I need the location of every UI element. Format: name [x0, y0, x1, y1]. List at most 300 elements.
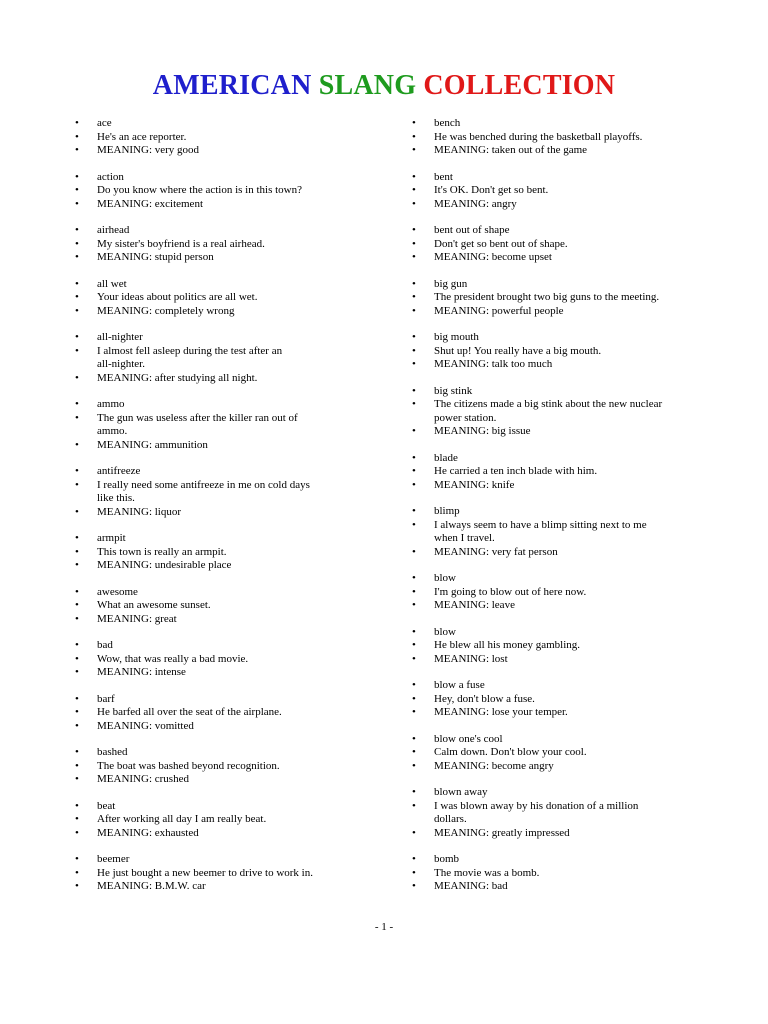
bullet-icon: • [75, 692, 79, 705]
bullet-icon [412, 532, 434, 546]
slang-meaning: MEANING: taken out of the game [434, 144, 588, 156]
slang-term: beemer [97, 853, 130, 865]
bullet-icon: • [412, 358, 416, 370]
slang-term: awesome [97, 585, 138, 598]
entry-line [412, 117, 702, 131]
slang-entry [75, 532, 365, 573]
slang-entry [75, 171, 365, 212]
bullet-icon: • [75, 184, 79, 196]
slang-example: He was benched during the basketball playoffs. [434, 130, 643, 143]
entry-line [412, 599, 702, 613]
slang-meaning: MEANING: vomitted [97, 719, 194, 732]
slang-entry [75, 331, 365, 385]
slang-entry [75, 586, 365, 627]
slang-example: My sister's boyfriend is a real airhead. [97, 237, 265, 250]
slang-entry [412, 733, 702, 774]
entry-line [75, 706, 365, 720]
slang-meaning: MEANING: completely wrong [97, 304, 235, 317]
slang-term: armpit [97, 532, 126, 544]
entry-line [75, 880, 365, 894]
bullet-icon: • [412, 732, 416, 745]
bullet-icon: • [75, 197, 79, 210]
slang-meaning: MEANING: excitement [97, 197, 203, 210]
slang-meaning: MEANING: knife [434, 478, 515, 491]
entry-line [412, 853, 702, 867]
slang-example: He blew all his money gambling. [434, 639, 581, 651]
bullet-icon: • [75, 652, 79, 665]
bullet-icon: • [75, 719, 79, 732]
bullet-icon: • [412, 599, 416, 611]
bullet-icon: • [75, 304, 79, 317]
bullet-icon: • [412, 652, 416, 665]
bullet-icon: • [412, 679, 416, 691]
bullet-icon: • [412, 304, 416, 317]
entry-line [75, 546, 365, 560]
slang-entry [412, 452, 702, 493]
bullet-icon: • [75, 545, 79, 558]
entry-line [412, 291, 702, 305]
entry-line [412, 546, 702, 560]
slang-term: bomb [434, 853, 460, 865]
slang-meaning: MEANING: angry [434, 197, 517, 210]
entry-line [412, 224, 702, 238]
slang-meaning: MEANING: after studying all night. [97, 371, 258, 384]
bullet-icon: • [75, 117, 79, 129]
entry-line [75, 559, 365, 573]
entry-line [75, 746, 365, 760]
entry-line [75, 586, 365, 600]
bullet-icon: • [75, 237, 79, 250]
slang-example: I always seem to have a blimp sitting next to me [434, 518, 647, 531]
slang-meaning: MEANING: intense [97, 666, 186, 678]
bullet-icon [75, 358, 97, 372]
bullet-icon: • [75, 291, 79, 303]
slang-term: blow a fuse [434, 679, 485, 691]
page-title [0, 70, 768, 102]
bullet-icon: • [75, 666, 79, 678]
slang-term: big stink [434, 384, 473, 397]
bullet-icon: • [412, 866, 416, 879]
bullet-icon: • [412, 786, 416, 798]
slang-example: After working all day I am really beat. [97, 813, 267, 825]
entry-line [412, 639, 702, 653]
slang-term: beat [97, 799, 116, 812]
entry-line [75, 224, 365, 238]
bullet-icon: • [75, 411, 79, 424]
bullet-icon: • [75, 759, 79, 772]
bullet-icon: • [412, 117, 416, 129]
slang-entry [412, 853, 702, 894]
slang-term: blow one's cool [434, 732, 503, 745]
slang-example: It's OK. Don't get so bent. [434, 184, 549, 196]
bullet-icon: • [75, 130, 79, 143]
slang-example: Wow, that was really a bad movie. [97, 652, 249, 665]
slang-entry [412, 224, 702, 265]
entry-line [75, 653, 365, 667]
slang-example: He carried a ten inch blade with him. [434, 465, 598, 477]
bullet-icon: • [412, 692, 416, 705]
slang-entry [412, 679, 702, 720]
slang-example: The movie was a bomb. [434, 866, 540, 879]
slang-example: power station. [434, 411, 497, 424]
entry-line [412, 626, 702, 640]
slang-example: Don't get so bent out of shape. [434, 237, 568, 250]
bullet-icon: • [75, 224, 79, 236]
slang-entry [75, 278, 365, 319]
slang-meaning: MEANING: become angry [434, 759, 554, 772]
entry-line [75, 144, 365, 158]
bullet-icon: • [75, 559, 79, 571]
slang-term: big gun [434, 277, 468, 290]
bullet-icon: • [412, 826, 416, 839]
entry-line [75, 372, 365, 386]
slang-example: I'm going to blow out of here now. [434, 585, 587, 598]
bullet-icon: • [75, 880, 79, 892]
entry-line [412, 880, 702, 894]
bullet-icon: • [412, 625, 416, 638]
bullet-icon: • [412, 184, 416, 196]
entry-line [75, 800, 365, 814]
title-slang: SLANG [318, 70, 417, 101]
bullet-icon: • [412, 880, 416, 892]
bullet-icon: • [412, 398, 416, 410]
bullet-icon: • [412, 639, 416, 651]
entry-line [75, 492, 365, 506]
entry-line [75, 345, 365, 359]
bullet-icon: • [412, 518, 416, 531]
entry-line [412, 398, 702, 412]
slang-example: He's an ace reporter. [97, 130, 187, 143]
slang-term: barf [97, 692, 115, 705]
slang-entry [75, 800, 365, 841]
entry-line [75, 773, 365, 787]
right-column [412, 117, 702, 907]
bullet-icon: • [412, 384, 416, 397]
slang-term: blow [434, 625, 456, 638]
entry-line [412, 305, 702, 319]
slang-meaning: MEANING: bad [434, 880, 508, 892]
bullet-icon: • [412, 291, 416, 303]
slang-term: blown away [434, 786, 488, 798]
entry-line [412, 171, 702, 185]
entry-line [75, 867, 365, 881]
entry-line [412, 198, 702, 212]
entry-line [412, 452, 702, 466]
entry-line [75, 331, 365, 345]
page-number: - 1 - [374, 921, 394, 933]
slang-meaning: MEANING: B.M.W. car [97, 880, 206, 892]
slang-term: bad [97, 639, 113, 651]
entry-line [75, 425, 365, 439]
entry-line [412, 331, 702, 345]
bullet-icon: • [412, 251, 416, 263]
bullet-icon: • [412, 425, 416, 437]
slang-meaning: MEANING: crushed [97, 773, 189, 785]
slang-entry [412, 505, 702, 559]
slang-entry [412, 572, 702, 613]
bullet-icon: • [75, 277, 79, 290]
bullet-icon: • [412, 545, 416, 558]
bullet-icon: • [75, 826, 79, 839]
entry-line [412, 251, 702, 265]
entry-line [75, 171, 365, 185]
entry-line [75, 439, 365, 453]
bullet-icon: • [412, 572, 416, 584]
entry-line [412, 653, 702, 667]
entry-line [412, 278, 702, 292]
bullet-icon: • [75, 398, 79, 410]
entry-line [412, 358, 702, 372]
slang-example: I almost fell asleep during the test after an [97, 344, 283, 357]
entry-line [75, 853, 365, 867]
slang-meaning: MEANING: liquor [97, 505, 182, 518]
slang-entry [412, 786, 702, 840]
slang-term: bashed [97, 746, 128, 758]
bullet-icon: • [412, 585, 416, 598]
bullet-icon: • [75, 746, 79, 758]
entry-line [75, 693, 365, 707]
slang-example: I really need some antifreeze in me on cold days [97, 478, 310, 491]
bullet-icon: • [412, 144, 416, 156]
entry-line [412, 519, 702, 533]
bullet-icon [412, 412, 434, 426]
entry-line [412, 184, 702, 198]
entry-line [412, 412, 702, 426]
entry-line [75, 827, 365, 841]
slang-entry [75, 746, 365, 787]
bullet-icon: • [75, 144, 79, 156]
bullet-icon: • [75, 706, 79, 718]
slang-entry [412, 278, 702, 319]
slang-example: He just bought a new beemer to drive to work in. [97, 866, 313, 879]
entry-line [412, 746, 702, 760]
slang-term: blade [434, 451, 458, 464]
bullet-icon: • [75, 799, 79, 812]
entry-line [75, 666, 365, 680]
bullet-icon [75, 425, 97, 439]
entry-line [75, 398, 365, 412]
entry-line [75, 251, 365, 265]
entry-line [412, 586, 702, 600]
slang-term: ace [97, 117, 112, 129]
bullet-icon: • [412, 478, 416, 491]
slang-term: big mouth [434, 331, 479, 343]
slang-entry [75, 853, 365, 894]
entry-line [75, 613, 365, 627]
bullet-icon: • [75, 344, 79, 357]
slang-term: bent [434, 170, 453, 183]
slang-example: What an awesome sunset. [97, 599, 211, 611]
bullet-icon: • [75, 438, 79, 451]
entry-line [75, 479, 365, 493]
entry-line [412, 706, 702, 720]
slang-entry [412, 331, 702, 372]
entry-line [75, 506, 365, 520]
slang-meaning: MEANING: very good [97, 144, 200, 156]
slang-example: Calm down. Don't blow your cool. [434, 746, 587, 758]
entry-line [412, 813, 702, 827]
slang-term: all-nighter [97, 331, 143, 343]
bullet-icon: • [412, 505, 416, 517]
bullet-icon: • [75, 599, 79, 611]
bullet-icon: • [75, 371, 79, 384]
bullet-icon: • [75, 639, 79, 651]
slang-example: He barfed all over the seat of the airplane. [97, 706, 282, 718]
bullet-icon: • [75, 585, 79, 598]
entry-line [75, 599, 365, 613]
slang-entry [75, 224, 365, 265]
bullet-icon: • [75, 170, 79, 183]
slang-entry [75, 693, 365, 734]
bullet-icon [412, 813, 434, 827]
slang-example: I was blown away by his donation of a million [434, 799, 639, 812]
slang-meaning: MEANING: greatly impressed [434, 826, 570, 839]
slang-meaning: MEANING: great [97, 612, 177, 625]
entry-line [412, 679, 702, 693]
slang-example: The gun was useless after the killer ran out of [97, 411, 298, 424]
slang-meaning: MEANING: stupid person [97, 251, 214, 263]
bullet-icon: • [75, 505, 79, 518]
entry-line [412, 760, 702, 774]
entry-line [75, 117, 365, 131]
entry-line [75, 465, 365, 479]
slang-term: bent out of shape [434, 224, 510, 236]
entry-line [412, 693, 702, 707]
entry-line [412, 479, 702, 493]
entry-line [412, 867, 702, 881]
slang-example: The president brought two big guns to the meeting. [434, 291, 660, 303]
bullet-icon: • [412, 224, 416, 236]
slang-entry [412, 171, 702, 212]
slang-term: blimp [434, 505, 460, 517]
left-column [75, 117, 365, 907]
entry-line [412, 733, 702, 747]
slang-example: like this. [97, 492, 135, 504]
slang-example: Shut up! You really have a big mouth. [434, 344, 602, 357]
entry-line [75, 278, 365, 292]
slang-entry [412, 626, 702, 667]
bullet-icon: • [75, 866, 79, 879]
bullet-icon: • [412, 170, 416, 183]
entry-line [75, 639, 365, 653]
entry-line [75, 358, 365, 372]
slang-meaning: MEANING: ammunition [97, 438, 208, 451]
entry-line [412, 425, 702, 439]
entry-line [412, 786, 702, 800]
entry-line [412, 385, 702, 399]
slang-example: Do you know where the action is in this town? [97, 184, 302, 196]
slang-example: all-nighter. [97, 358, 145, 370]
slang-entry [75, 639, 365, 680]
entry-line [412, 144, 702, 158]
bullet-icon: • [412, 799, 416, 812]
bullet-icon: • [75, 853, 79, 865]
entry-line [412, 131, 702, 145]
entry-line [75, 720, 365, 734]
bullet-icon: • [412, 706, 416, 718]
entry-line [412, 465, 702, 479]
bullet-icon: • [75, 465, 79, 477]
bullet-icon: • [412, 130, 416, 143]
entry-line [75, 131, 365, 145]
entry-line [412, 505, 702, 519]
slang-entry [75, 117, 365, 158]
slang-example: This town is really an armpit. [97, 545, 227, 558]
entry-line [75, 760, 365, 774]
slang-entry [75, 465, 365, 519]
bullet-icon: • [412, 331, 416, 343]
bullet-icon: • [412, 237, 416, 250]
slang-example: when I travel. [434, 532, 495, 544]
slang-entry [412, 385, 702, 439]
entry-line [75, 532, 365, 546]
slang-term: antifreeze [97, 465, 141, 477]
slang-example: ammo. [97, 425, 128, 437]
entry-line [412, 827, 702, 841]
entry-line [75, 238, 365, 252]
entry-line [412, 238, 702, 252]
title-collection: COLLECTION [423, 70, 616, 101]
bullet-icon: • [412, 197, 416, 210]
slang-term: airhead [97, 224, 130, 236]
slang-meaning: MEANING: undesirable place [97, 559, 232, 571]
slang-example: Hey, don't blow a fuse. [434, 692, 535, 705]
slang-meaning: MEANING: very fat person [434, 545, 558, 558]
slang-meaning: MEANING: powerful people [434, 304, 564, 317]
slang-meaning: MEANING: lost [434, 652, 508, 665]
bullet-icon: • [412, 344, 416, 357]
bullet-icon: • [412, 277, 416, 290]
title-american: AMERICAN [152, 70, 312, 101]
slang-entry [412, 117, 702, 158]
bullet-icon: • [75, 813, 79, 825]
slang-term: blow [434, 572, 456, 584]
slang-meaning: MEANING: leave [434, 599, 515, 611]
entry-line [412, 532, 702, 546]
slang-term: all wet [97, 277, 127, 290]
entry-line [75, 184, 365, 198]
bullet-icon: • [75, 251, 79, 263]
slang-term: action [97, 170, 124, 183]
entry-line [75, 198, 365, 212]
entry-line [412, 572, 702, 586]
entry-line [75, 305, 365, 319]
entry-line [412, 800, 702, 814]
slang-entry [75, 398, 365, 452]
slang-example: Your ideas about politics are all wet. [97, 291, 258, 303]
slang-example: The boat was bashed beyond recognition. [97, 759, 280, 772]
bullet-icon: • [412, 465, 416, 477]
bullet-icon: • [412, 451, 416, 464]
slang-meaning: MEANING: exhausted [97, 826, 199, 839]
entry-line [75, 291, 365, 305]
bullet-icon: • [412, 759, 416, 772]
bullet-icon: • [75, 612, 79, 625]
slang-meaning: MEANING: lose your temper. [434, 706, 568, 718]
slang-example: dollars. [434, 813, 467, 825]
bullet-icon: • [75, 532, 79, 544]
slang-term: ammo [97, 398, 125, 410]
bullet-icon: • [412, 746, 416, 758]
bullet-icon: • [75, 478, 79, 491]
bullet-icon: • [75, 331, 79, 343]
bullet-icon: • [412, 853, 416, 865]
bullet-icon [75, 492, 97, 506]
slang-meaning: MEANING: talk too much [434, 358, 553, 370]
bullet-icon: • [75, 773, 79, 785]
entry-line [412, 345, 702, 359]
entry-line [75, 813, 365, 827]
